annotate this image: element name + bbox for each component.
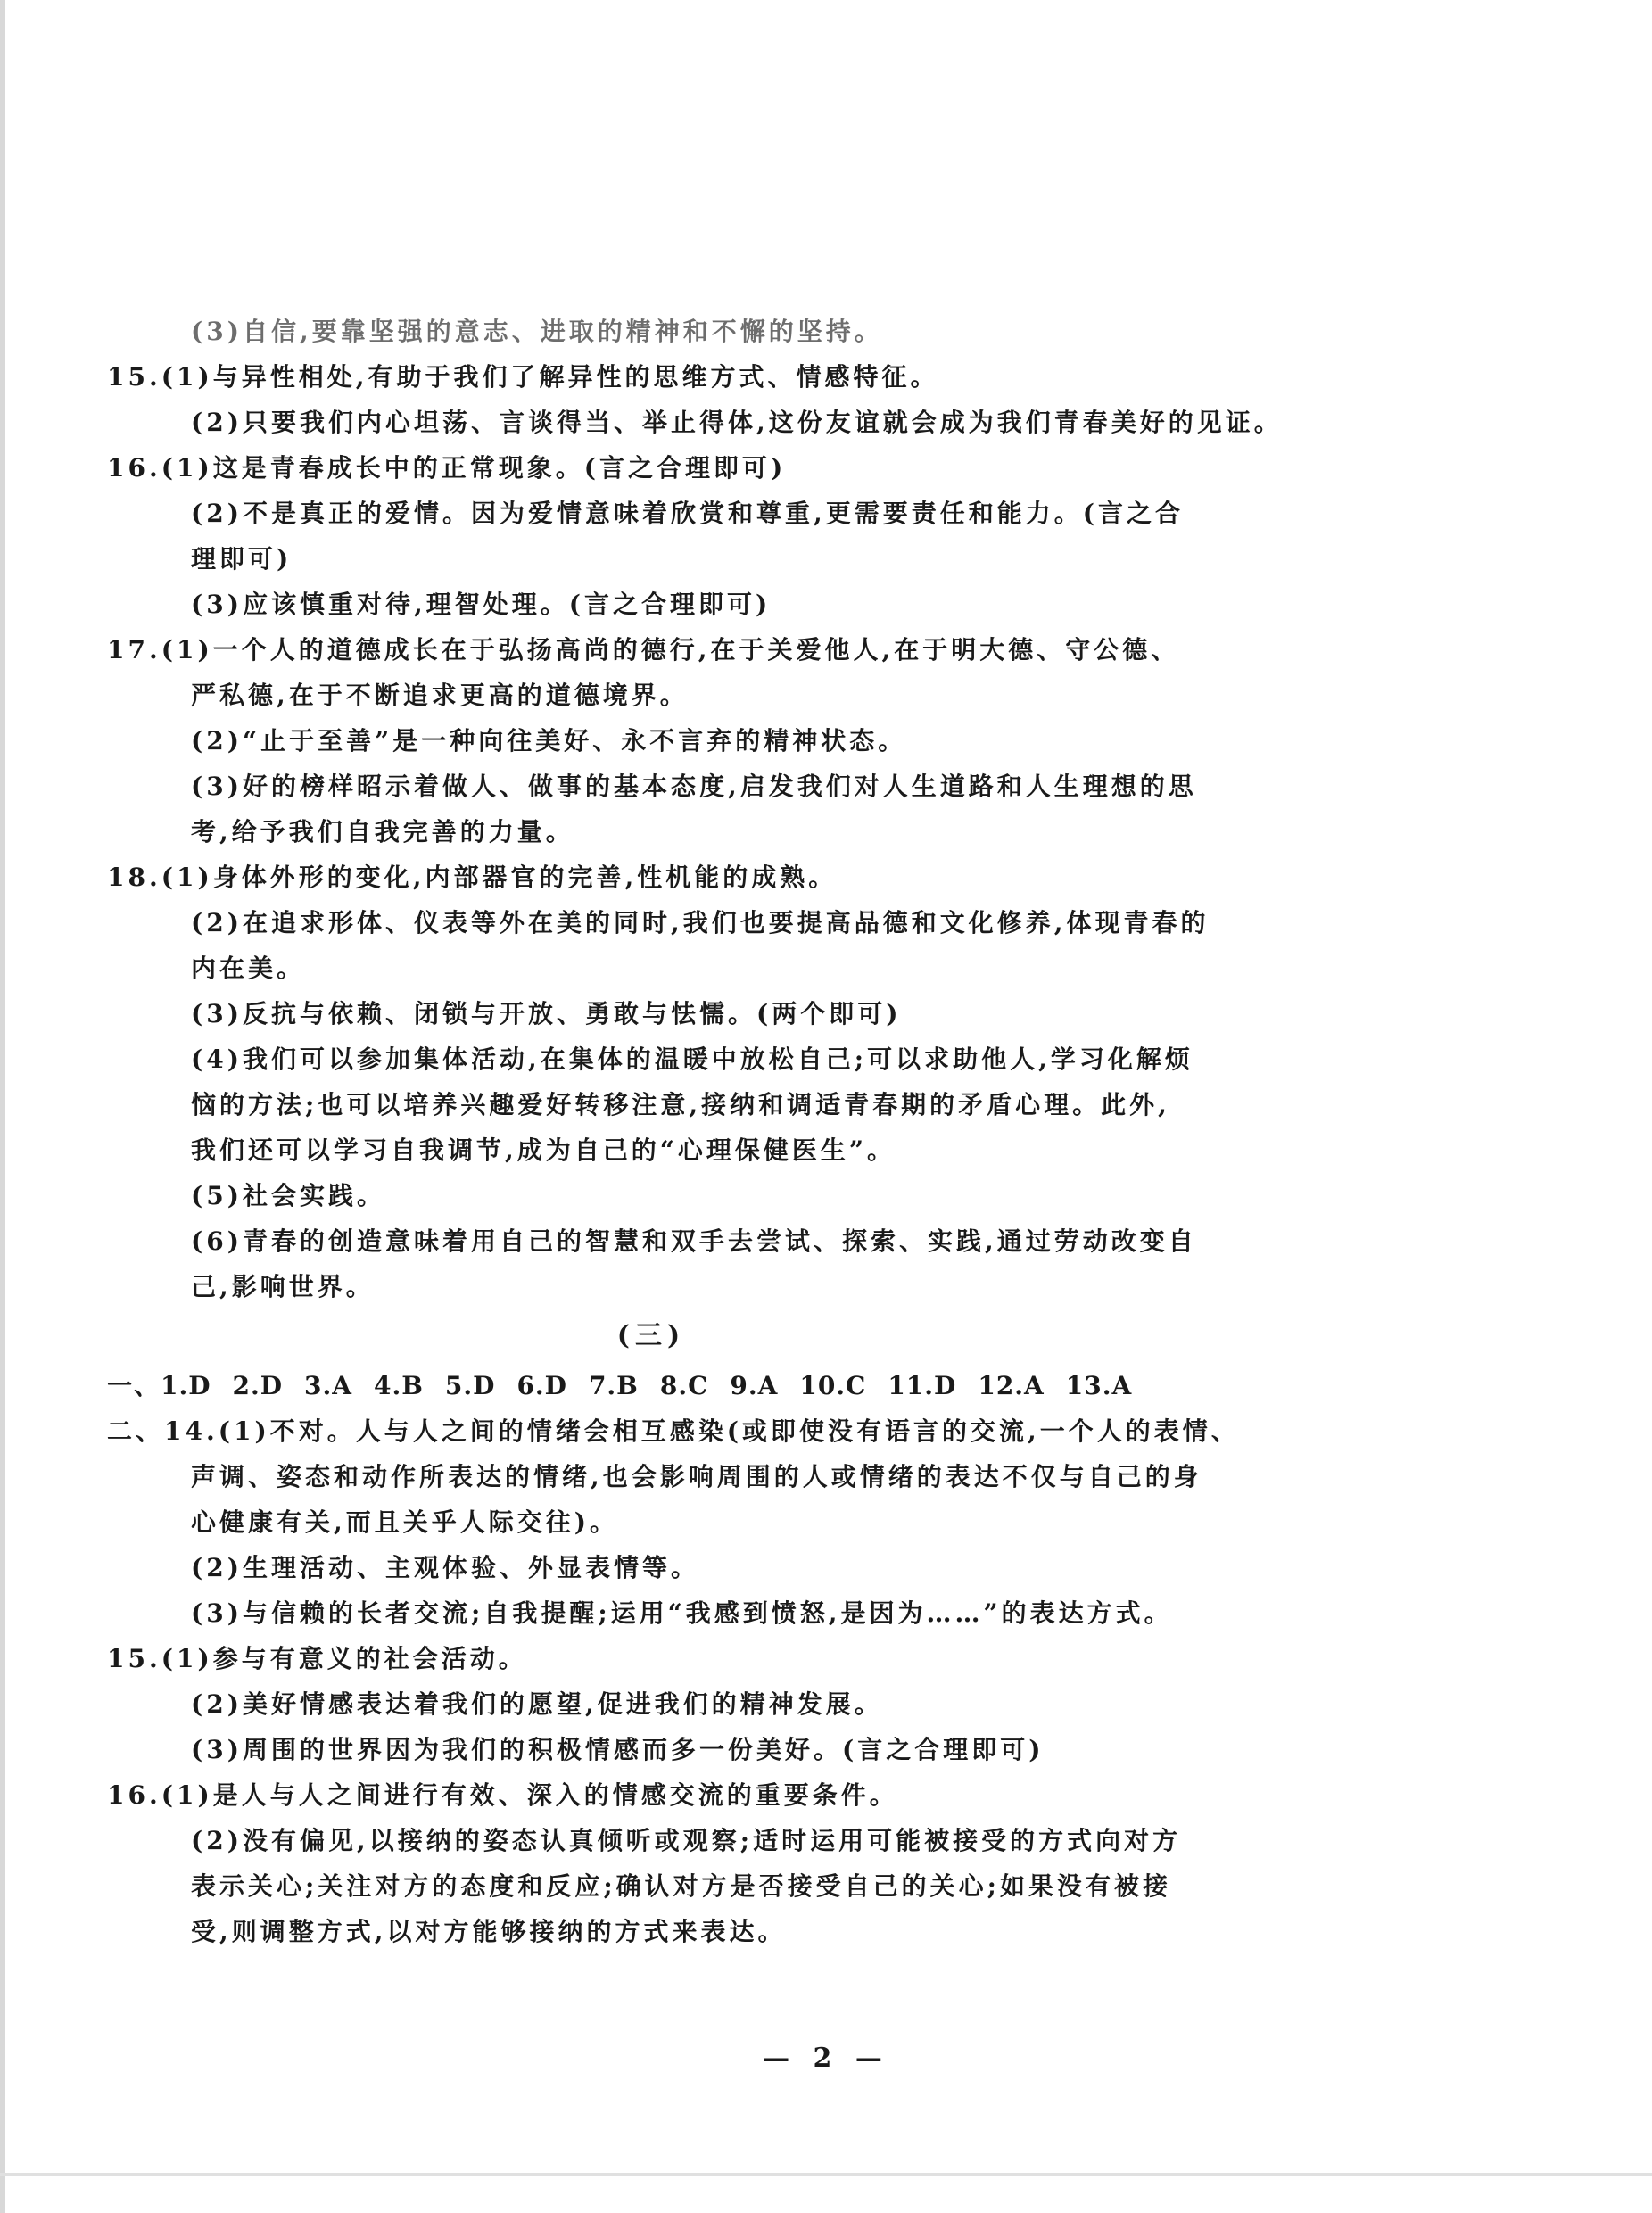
text-line: (2)在追求形体、仪表等外在美的同时,我们也要提高品德和文化修养,体现青春的 bbox=[191, 908, 1210, 937]
answer-block-3 bbox=[107, 1408, 1240, 1954]
text-line: (2)“止于至善”是一种向往美好、永不言弃的精神状态。 bbox=[191, 726, 907, 756]
text-line: (2)只要我们内心坦荡、言谈得当、举止得体,这份友谊就会成为我们青春美好的见证。 bbox=[191, 408, 1283, 437]
answer-item: 13.A bbox=[1065, 1371, 1133, 1400]
text-line: (3)应该慎重对待,理智处理。(言之合理即可) bbox=[191, 590, 772, 619]
text-line: 内在美。 bbox=[191, 954, 306, 983]
multiple-choice-answers bbox=[107, 1363, 1195, 1408]
text-line: (3)与信赖的长者交流;自我提醒;运用“我感到愤怒,是因为……”的表达方式。 bbox=[191, 1598, 1173, 1628]
text-line: (4)我们可以参加集体活动,在集体的温暖中放松自己;可以求助他人,学习化解烦 bbox=[191, 1045, 1194, 1074]
text-line: 受,则调整方式,以对方能够接纳的方式来表达。 bbox=[191, 1917, 787, 1946]
text-line: (2)不是真正的爱情。因为爱情意味着欣赏和尊重,更需要责任和能力。(言之合 bbox=[191, 499, 1184, 528]
text-line: 18.(1)身体外形的变化,内部器官的完善,性机能的成熟。 bbox=[107, 863, 838, 892]
answer-item: 7.B bbox=[588, 1371, 639, 1400]
answer-item: 4.B bbox=[374, 1371, 424, 1400]
text-line: 我们还可以学习自我调节,成为自己的“心理保健医生”。 bbox=[191, 1135, 896, 1165]
answer-item: 8.C bbox=[659, 1371, 709, 1400]
bottom-rule bbox=[0, 2173, 1652, 2176]
text-line: (3)反抗与依赖、闭锁与开放、勇敢与怯懦。(两个即可) bbox=[191, 999, 902, 1028]
text-line: 17.(1)一个人的道德成长在于弘扬高尚的德行,在于关爱他人,在于明大德、守公德、 bbox=[107, 635, 1180, 665]
text-line: 理即可) bbox=[191, 544, 293, 574]
text-line: (2)没有偏见,以接纳的姿态认真倾听或观察;适时运用可能被接受的方式向对方 bbox=[191, 1826, 1182, 1855]
text-line: (5)社会实践。 bbox=[191, 1181, 385, 1210]
text-line: 二、14.(1)不对。人与人之间的情绪会相互感染(或即使没有语言的交流,一个人的表情、 bbox=[107, 1416, 1240, 1446]
text-line: 恼的方法;也可以培养兴趣爱好转移注意,接纳和调适青春期的矛盾心理。此外, bbox=[191, 1090, 1170, 1119]
answer-item: 10.C bbox=[799, 1371, 867, 1400]
text-line: 15.(1)参与有意义的社会活动。 bbox=[107, 1644, 527, 1673]
text-line: (3)好的榜样昭示着做人、做事的基本态度,启发我们对人生道路和人生理想的思 bbox=[191, 772, 1197, 801]
text-line: 己,影响世界。 bbox=[191, 1272, 375, 1301]
text-line: (3)周围的世界因为我们的积极情感而多一份美好。(言之合理即可) bbox=[191, 1735, 1045, 1764]
section-title: (三) bbox=[616, 1320, 686, 1351]
text-line: 考,给予我们自我完善的力量。 bbox=[191, 817, 574, 846]
text-line: 16.(1)是人与人之间进行有效、深入的情感交流的重要条件。 bbox=[107, 1780, 898, 1810]
answers-list bbox=[161, 1371, 1153, 1400]
scan-edge bbox=[0, 0, 5, 2213]
document-body bbox=[107, 309, 1283, 1954]
answer-item: 5.D bbox=[444, 1371, 496, 1400]
answers-prefix: 一、 bbox=[107, 1371, 161, 1400]
answer-item: 9.A bbox=[730, 1371, 779, 1400]
answer-item: 3.A bbox=[304, 1371, 353, 1400]
text-line: 16.(1)这是青春成长中的正常现象。(言之合理即可) bbox=[107, 453, 787, 483]
page-number: — 2 — bbox=[763, 2043, 889, 2074]
answer-item: 11.D bbox=[888, 1371, 957, 1400]
text-line: (3)自信,要靠坚强的意志、进取的精神和不懈的坚持。 bbox=[191, 317, 883, 346]
answer-item: 12.A bbox=[978, 1371, 1045, 1400]
text-line: 声调、姿态和动作所表达的情绪,也会影响周围的人或情绪的表达不仅与自己的身 bbox=[191, 1462, 1202, 1491]
text-line: (2)美好情感表达着我们的愿望,促进我们的精神发展。 bbox=[191, 1689, 883, 1719]
answer-item: 1.D bbox=[161, 1371, 211, 1400]
text-line: 15.(1)与异性相处,有助于我们了解异性的思维方式、情感特征。 bbox=[107, 362, 939, 392]
answer-item: 6.D bbox=[516, 1371, 567, 1400]
text-line: 心健康有关,而且关乎人际交往)。 bbox=[191, 1507, 618, 1537]
answer-block-2 bbox=[107, 309, 1283, 1309]
answer-item: 2.D bbox=[232, 1371, 284, 1400]
text-line: 表示关心;关注对方的态度和反应;确认对方是否接受自己的关心;如果没有被接 bbox=[191, 1871, 1172, 1901]
text-line: (2)生理活动、主观体验、外显表情等。 bbox=[191, 1553, 699, 1582]
text-line: (6)青春的创造意味着用自己的智慧和双手去尝试、探索、实践,通过劳动改变自 bbox=[191, 1226, 1197, 1256]
text-line: 严私德,在于不断追求更高的道德境界。 bbox=[191, 681, 689, 710]
